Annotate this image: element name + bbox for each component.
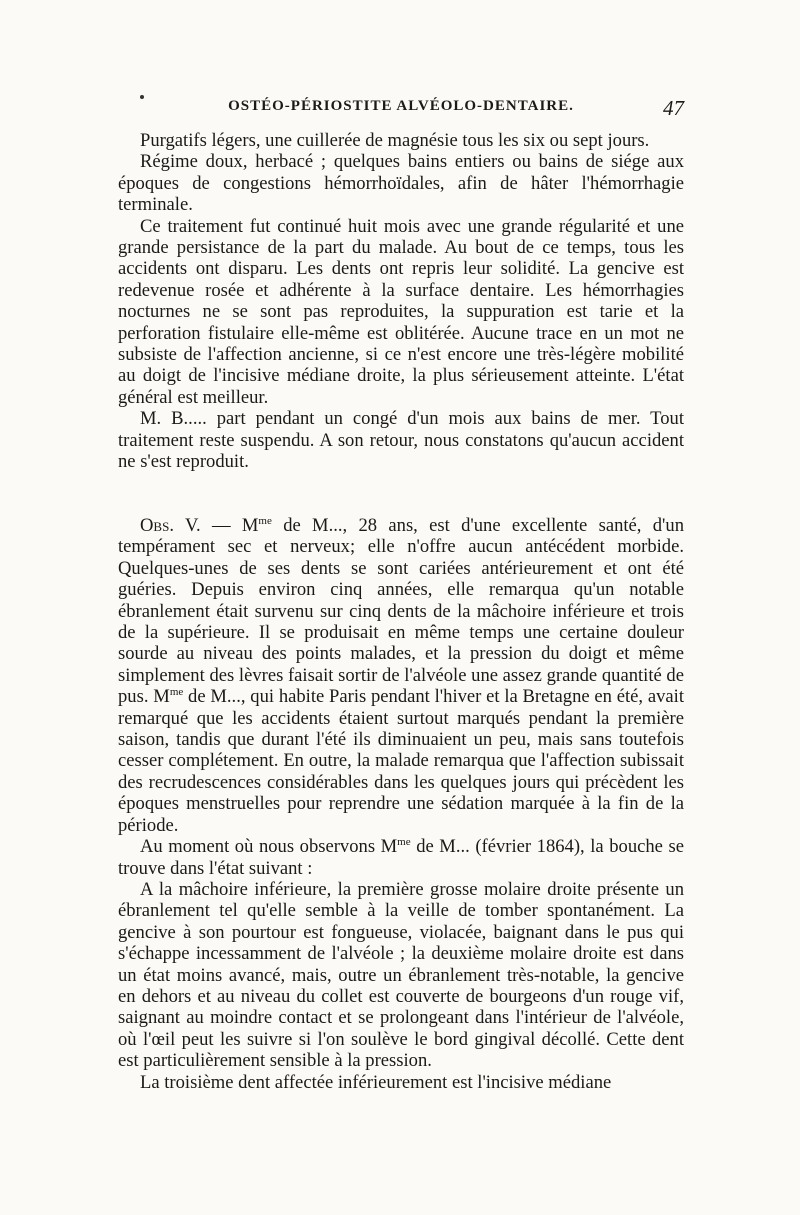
observation-paragraph — [118, 515, 684, 836]
paragraph: Ce traitement fut continué huit mois avec une grande régularité et une grande persistance de la part du malade. Au bout de ce temps, tous les accidents ont disparu. Les dents ont repris leur solidité. La gencive est redevenue rosée et adhérente à la surface dentaire. Les hémorrhagies nocturnes ne se sont pas reproduites, la suppuration est tarie et la perforation fistulaire elle-même est oblitérée. Aucune trace en un mot ne subsiste de l'affection ancienne, si ce n'est encore une très-légère mobilité au doigt de l'incisive médiane droite, la plus sérieusement atteinte. L'état général est meilleur. — [118, 215, 684, 408]
paragraph: A la mâchoire inférieure, la première grosse molaire droite présente un ébranlement tel qu'elle semble à la veille de tomber spontanément. La gencive à son pourtour est fongueuse, violacée, baignant dans le pus qui s'échappe incessamment de l'alvéole ; la deuxième molaire droite est dans un état moins avancé, mais, outre un ébranlement très-notable, la gencive en dehors et au niveau du collet est couverte de bourgeons d'un rouge vif, saignant au moindre contact et se prolongeant dans l'intérieur de l'alvéole, où l'œil peut les suivre si l'on soulève le bord gingival décollé. Cette dent est particulièrement sensible à la pression. — [118, 878, 684, 1072]
page-number: 47 — [663, 96, 684, 120]
observation-section — [118, 515, 684, 1093]
running-header — [118, 96, 684, 124]
paragraph — [118, 836, 684, 879]
paragraph-text: Au moment où nous observons — [140, 836, 381, 858]
title-mme-sup: me — [258, 514, 272, 527]
title-mme: M — [241, 515, 259, 536]
running-title: OSTÉO-PÉRIOSTITE ALVÉOLO-DENTAIRE. — [228, 98, 574, 114]
title-mme-sup: me — [169, 686, 184, 699]
paragraph-text: de M... (février 1864), la bouche se trouve dans l'état suivant : — [118, 836, 684, 879]
paragraph: Purgatifs légers, une cuillerée de magnésie tous les six ou sept jours. — [140, 130, 650, 151]
paragraph: Régime doux, herbacé ; quelques bains entiers ou bains de siége aux époques de congestions hémorrhoïdales, afin de hâter l'hémorrhagie terminale. — [118, 151, 684, 216]
observation-text: de M..., 28 ans, est d'une excellente santé, d'un tempérament sec et nerveux; elle n'offre aucun antécédent morbide. Quelques-unes de ses dents se sont cariées antérieurement et ont été guéries. Depuis environ cinq années, elle remarqua qu'un notable ébranlement était survenu sur cinq dents de la mâchoire inférieure et trois de la supérieure. Il se produisait en même temps une certaine douleur sourde au niveau des points malades, et la pression du doigt et même simplement des lèvres faisait sortir de l'alvéole une assez grande quantité de pus. — [118, 515, 685, 708]
paragraph: M. B..... part pendant un congé d'un mois aux bains de mer. Tout traitement reste suspendu. A son retour, nous constatons qu'aucun accident ne s'est reproduit. — [118, 408, 684, 473]
title-mme: M — [380, 836, 398, 858]
paragraph: La troisième dent affectée inférieurement est l'incisive médiane — [140, 1071, 612, 1093]
observation-text: de M..., qui habite Paris pendant l'hiver et la Bretagne en été, avait remarqué que les accidents étaient surtout marqués pendant la première saison, tandis que durant l'été ils diminuaient un peu, mais sans toutefois cesser complétement. En outre, la malade remarqua que l'affection subissait des recrudescences considérables dans les quelques jours qui précèdent les époques menstruelles pour reprendre une sédation marquée à la fin de la période. — [118, 686, 684, 836]
title-mme-sup: me — [397, 835, 411, 848]
treatment-section — [118, 130, 684, 473]
observation-label: Obs. V. — — [140, 515, 231, 536]
title-mme: M — [153, 686, 170, 708]
